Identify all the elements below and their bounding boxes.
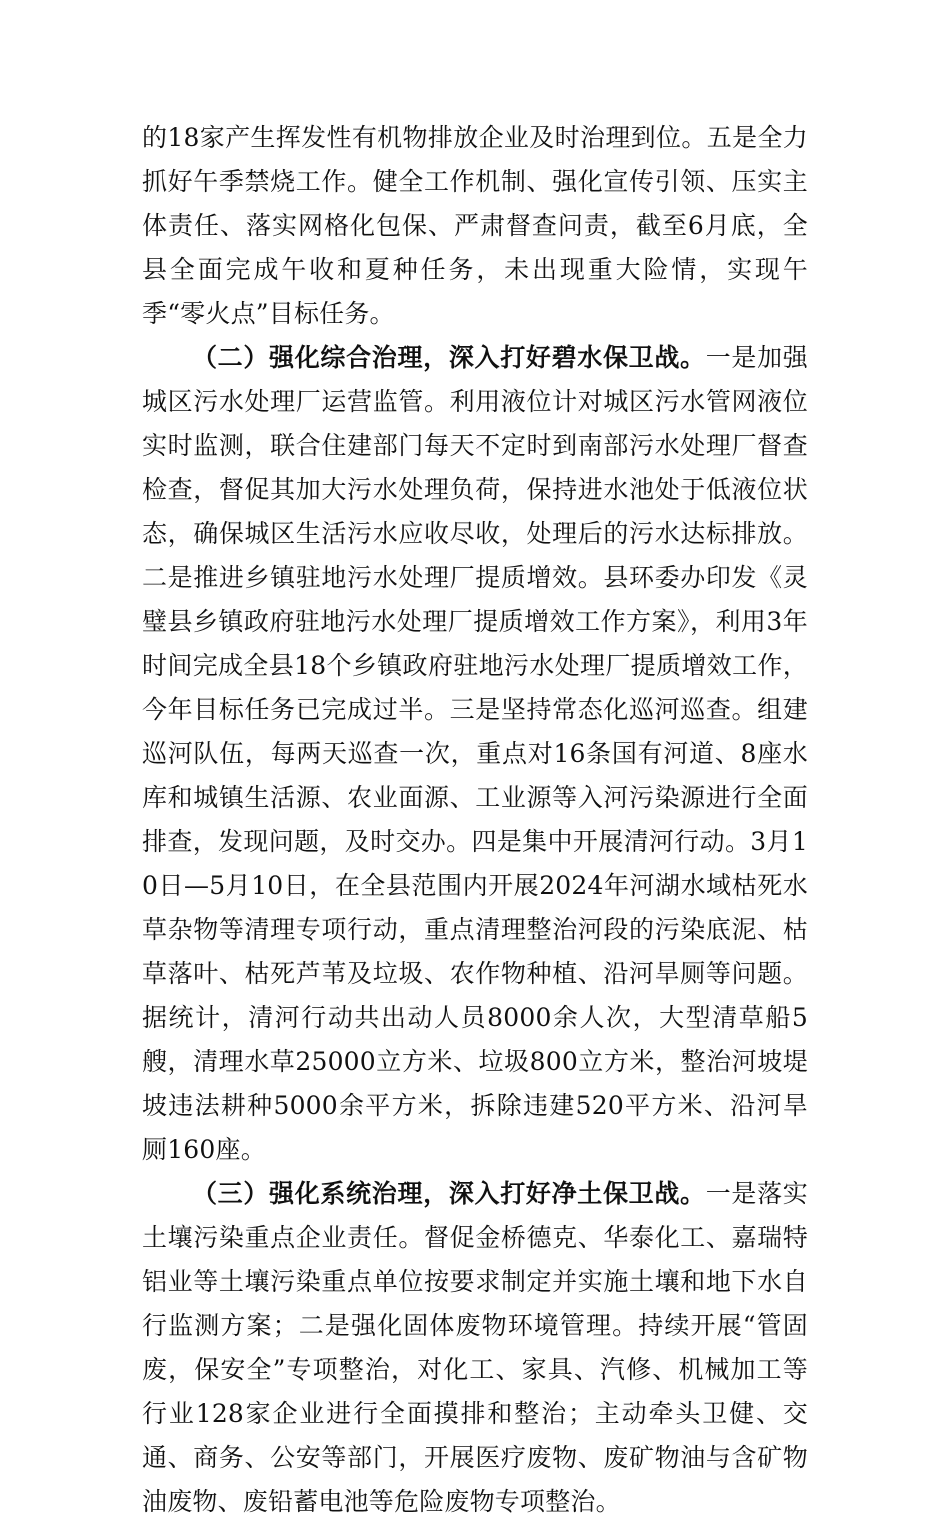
paragraph-water-protection — [142, 336, 808, 1172]
paragraph-2-text: 一是加强城区污水处理厂运营监管。利用液位计对城区污水管网液位实时监测，联合住建部门每天不定时到南部污水处理厂督查检查，督促其加大污水处理负荷，保持进水池处于低液位状态，确保城区生活污水应收尽收，处理后的污水达标排放。二是推进乡镇驻地污水处理厂提质增效。县环委办印发《灵璧县乡镇政府驻地污水处理厂提质增效工作方案》，利用3年时间完成全县18个乡镇政府驻地污水处理厂提质增效工作，今年目标任务已完成过半。三是坚持常态化巡河巡查。组建巡河队伍，每两天巡查一次，重点对16条国有河道、8座水库和城镇生活源、农业面源、工业源等入河污染源进行全面排查，发现问题，及时交办。四是集中开展清河行动。3月10日—5月10日，在全县范围内开展2024年河湖水域枯死水草杂物等清理专项行动，重点清理整治河段的污染底泥、枯草落叶、枯死芦苇及垃圾、农作物种植、沿河旱厕等问题。据统计，清河行动共出动人员8000余人次，大型清草船5艘，清理水草25000立方米、垃圾800立方米，整治河坡堤坡违法耕种5000余平方米，拆除违建520平方米、沿河旱厕160座。 — [142, 343, 808, 1164]
paragraph-soil-protection — [142, 1172, 808, 1524]
paragraph-continuation — [142, 116, 808, 336]
section-heading-soil: （三）强化系统治理，深入打好净土保卫战。 — [192, 1179, 706, 1208]
paragraph-3-text: 一是落实土壤污染重点企业责任。督促金桥德克、华泰化工、嘉瑞特铝业等土壤污染重点单位按要求制定并实施土壤和地下水自行监测方案；二是强化固体废物环境管理。持续开展“管固废，保安全”专项整治，对化工、家具、汽修、机械加工等行业128家企业进行全面摸排和整治；主动牵头卫健、交通、商务、公安等部门，开展医疗废物、废矿物油与含矿物油废物、废铅蓄电池等危险废物专项整治。 — [142, 1179, 808, 1516]
paragraph-1-text: 的18家产生挥发性有机物排放企业及时治理到位。五是全力抓好午季禁烧工作。健全工作机制、强化宣传引领、压实主体责任、落实网格化包保、严肃督查问责，截至6月底，全县全面完成午收和夏种任务，未出现重大险情，实现午季“零火点”目标任务。 — [142, 123, 808, 328]
section-heading-water: （二）强化综合治理，深入打好碧水保卫战。 — [192, 343, 706, 372]
document-body — [142, 116, 808, 1524]
